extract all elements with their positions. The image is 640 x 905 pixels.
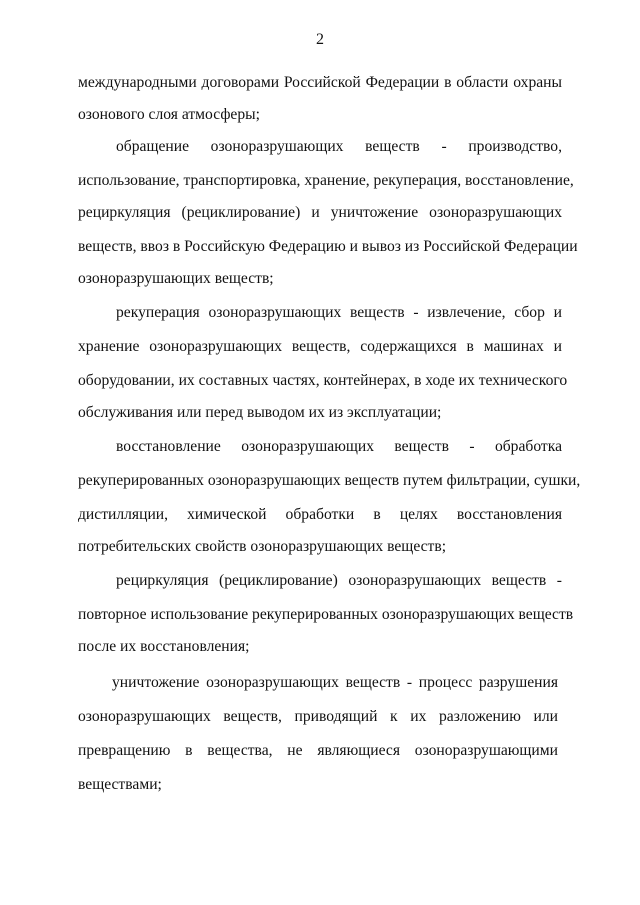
page-number: 2 bbox=[316, 31, 324, 48]
text-line: повторное использование рекуперированных озоноразрушающих веществ bbox=[78, 606, 574, 623]
text-line: озонового слоя атмосферы; bbox=[78, 106, 260, 123]
text-line: обслуживания или перед выводом их из эксплуатации; bbox=[78, 404, 442, 421]
text-line: хранение озоноразрушающих веществ, содержащихся в машинах и bbox=[78, 338, 562, 355]
text-line: веществ, ввоз в Российскую Федерацию и вывоз из Российской Федерации bbox=[78, 238, 578, 255]
text-line: после их восстановления; bbox=[78, 638, 250, 655]
text-line: рециркуляция (рециклирование) и уничтожение озоноразрушающих bbox=[78, 204, 562, 221]
text-line: рекуперация озоноразрушающих веществ - извлечение, сбор и bbox=[116, 304, 562, 321]
text-line: озоноразрушающих веществ; bbox=[78, 270, 274, 287]
text-line: рекуперированных озоноразрушающих веществ путем фильтрации, сушки, bbox=[78, 472, 581, 489]
text-line: международными договорами Российской Федерации в области охраны bbox=[78, 74, 562, 91]
text-line: оборудовании, их составных частях, контейнерах, в ходе их технического bbox=[78, 372, 568, 389]
text-line: восстановление озоноразрушающих веществ - обработка bbox=[116, 438, 562, 455]
text-line: уничтожение озоноразрушающих веществ - процесс разрушения bbox=[112, 674, 558, 691]
text-line: превращению в вещества, не являющиеся озоноразрушающими bbox=[78, 742, 558, 759]
text-line: веществами; bbox=[78, 776, 162, 793]
text-line: озоноразрушающих веществ, приводящий к их разложению или bbox=[78, 708, 558, 725]
text-line: потребительских свойств озоноразрушающих веществ; bbox=[78, 538, 447, 555]
text-line: рециркуляция (рециклирование) озоноразрушающих веществ - bbox=[116, 572, 562, 589]
text-line: обращение озоноразрушающих веществ - производство, bbox=[116, 138, 562, 155]
text-line: дистилляции, химической обработки в целях восстановления bbox=[78, 506, 562, 523]
text-line: использование, транспортировка, хранение, рекуперация, восстановление, bbox=[78, 172, 574, 189]
